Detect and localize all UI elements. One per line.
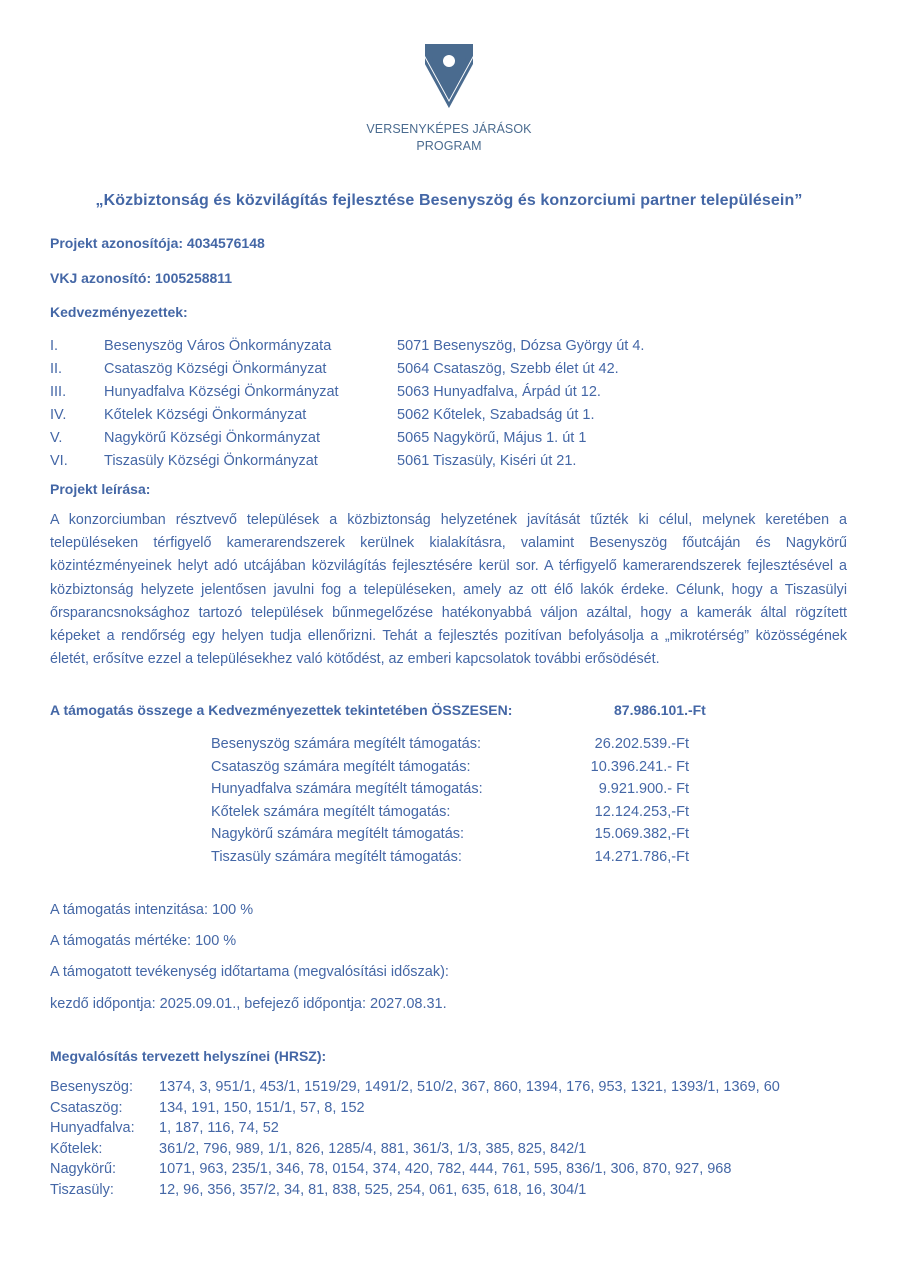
location-lots: 12, 96, 356, 357/2, 34, 81, 838, 525, 254, 061, 635, 618, 16, 304/1 (159, 1181, 587, 1198)
funding-label: Kőtelek számára megítélt támogatás: (211, 803, 451, 820)
location-pin-v-logo-icon (425, 44, 473, 108)
beneficiary-address: 5065 Nagykörű, Május 1. út 1 (397, 430, 587, 446)
project-id: Projekt azonosítója: 4034576148 (50, 235, 265, 251)
locations-list (50, 1077, 860, 1200)
location-town: Nagykörű: (50, 1161, 117, 1177)
location-town: Besenyszög: (50, 1079, 134, 1095)
funding-row (211, 778, 689, 801)
locations-heading: Megvalósítás tervezett helyszínei (HRSZ): (50, 1048, 327, 1064)
location-lots: 134, 191, 150, 151/1, 57, 8, 152 (159, 1099, 365, 1116)
beneficiary-name: Besenyszög Város Önkormányzata (104, 338, 332, 354)
project-title: „Közbiztonság és közvilágítás fejlesztése Besenyszög és konzorciumi partner településein” (95, 192, 803, 209)
logo-text-line1: VERSENYKÉPES JÁRÁSOK (366, 122, 532, 136)
funding-amount: 12.124.253,-Ft (594, 803, 689, 820)
beneficiary-address: 5061 Tiszasüly, Kiséri út 21. (397, 453, 577, 469)
logo-text-line2: PROGRAM (416, 139, 482, 153)
program-logo (0, 44, 898, 155)
location-row (50, 1159, 860, 1180)
beneficiary-number: III. (50, 384, 67, 400)
beneficiary-number: IV. (50, 407, 67, 423)
funding-intensity: A támogatás intenzitása: 100 % (50, 902, 254, 918)
beneficiary-name: Tiszasüly Községi Önkormányzat (104, 453, 318, 469)
beneficiary-name: Nagykörű Községi Önkormányzat (104, 430, 320, 446)
funding-row (211, 756, 689, 779)
location-lots: 1374, 3, 951/1, 453/1, 1519/29, 1491/2, 510/2, 367, 860, 1394, 176, 953, 1321, 1393/1, 1369, 60 (159, 1079, 780, 1095)
beneficiary-number: I. (50, 338, 59, 354)
beneficiary-row (50, 404, 850, 427)
funding-row (211, 846, 689, 869)
location-lots: 1071, 963, 235/1, 346, 78, 0154, 374, 420, 782, 444, 761, 595, 836/1, 306, 870, 927, 968 (159, 1161, 732, 1177)
funding-breakdown (211, 733, 689, 868)
beneficiaries-list (50, 335, 850, 473)
beneficiary-number: VI. (50, 453, 68, 469)
funding-rate: A támogatás mértéke: 100 % (50, 933, 237, 949)
description-heading: Projekt leírása: (50, 481, 151, 497)
location-lots: 1, 187, 116, 74, 52 (159, 1120, 279, 1136)
funding-amount: 15.069.382,-Ft (594, 826, 689, 842)
funding-amount: 10.396.241.- Ft (590, 758, 689, 775)
funding-amount: 26.202.539.-Ft (594, 736, 689, 752)
funding-label: Hunyadfalva számára megítélt támogatás: (211, 781, 483, 797)
beneficiary-row (50, 427, 850, 450)
location-row (50, 1139, 860, 1160)
beneficiary-address: 5062 Kőtelek, Szabadság út 1. (397, 407, 595, 423)
funding-total-label: A támogatás összege a Kedvezményezettek tekintetében ÖSSZESEN: (50, 702, 513, 718)
location-town: Kőtelek: (50, 1140, 103, 1157)
location-row (50, 1180, 860, 1201)
beneficiaries-heading: Kedvezményezettek: (50, 304, 188, 320)
beneficiary-row (50, 358, 850, 381)
location-town: Hunyadfalva: (50, 1120, 135, 1136)
location-row (50, 1118, 860, 1139)
funding-row (211, 823, 689, 846)
funding-amount: 9.921.900.- Ft (598, 781, 689, 797)
funding-row (211, 733, 689, 756)
beneficiary-number: V. (50, 430, 63, 446)
duration-label: A támogatott tevékenység időtartama (megvalósítási időszak): (50, 964, 449, 980)
funding-label: Csataszög számára megítélt támogatás: (211, 758, 471, 775)
beneficiary-number: II. (50, 361, 63, 377)
funding-label: Besenyszög számára megítélt támogatás: (211, 736, 481, 752)
beneficiary-address: 5064 Csataszög, Szebb élet út 42. (397, 361, 619, 377)
location-town: Csataszög: (50, 1099, 123, 1116)
funding-row (211, 801, 689, 824)
location-row (50, 1077, 860, 1098)
duration-dates: kezdő időpontja: 2025.09.01., befejező időpontja: 2027.08.31. (50, 996, 447, 1012)
vkj-id: VKJ azonosító: 1005258811 (50, 270, 233, 286)
location-town: Tiszasüly: (50, 1181, 114, 1198)
beneficiary-row (50, 450, 850, 473)
beneficiary-row (50, 381, 850, 404)
beneficiary-name: Hunyadfalva Községi Önkormányzat (104, 384, 339, 400)
funding-total-value: 87.986.101.-Ft (614, 702, 706, 718)
funding-label: Nagykörű számára megítélt támogatás: (211, 826, 465, 842)
location-lots: 361/2, 796, 989, 1/1, 826, 1285/4, 881, 361/3, 1/3, 385, 825, 842/1 (159, 1140, 587, 1157)
beneficiary-name: Kőtelek Községi Önkormányzat (104, 407, 307, 423)
beneficiary-row (50, 335, 850, 358)
beneficiary-name: Csataszög Községi Önkormányzat (104, 361, 327, 377)
funding-label: Tiszasüly számára megítélt támogatás: (211, 848, 462, 865)
location-row (50, 1098, 860, 1119)
beneficiary-address: 5071 Besenyszög, Dózsa György út 4. (397, 338, 645, 354)
beneficiary-address: 5063 Hunyadfalva, Árpád út 12. (397, 384, 601, 400)
project-description: A konzorciumban résztvevő települések a közbiztonság helyzetének javítását tűzték ki célul, melynek keretében a településeken térfigyelő kamerarendszerek kerülnek kialakításra, valamint Besenyszög főutcáján és Nagykörű közintézményeinek helyt adó utcájában közvilágítás fejlesztésére kerül sor. A térfigyelő kamerarendszerek fejlesztésével a közbiztonság helyzete jelentősen javulni fog a településeken, amely az ott élő lakók érdeke. Célunk, hogy a Tiszasülyi őrsparancsnoksághoz tartozó települések bűnmegelőzése hatékonyabbá váljon azáltal, hogy a kamerák által rögzített képeket a rendőrség egy helyen tudja ellenőrizni. Tehát a fejlesztés pozitívan befolyásolja a „mikrotérség” közösségének életét, erősítve ezzel a településekhez való kötődést, az emberi kapcsolatok további erősödését. (50, 512, 847, 668)
funding-amount: 14.271.786,-Ft (594, 848, 689, 865)
